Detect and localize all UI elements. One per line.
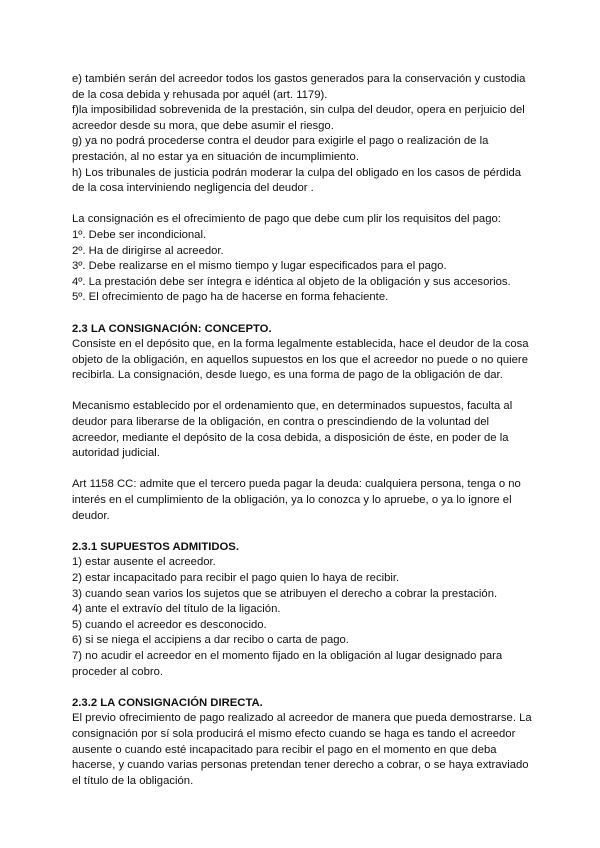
list-item: 3º. Debe realizarse en el mismo tiempo y lugar especificados para el pago. [72, 260, 447, 273]
text-line: El previo ofrecimiento de pago realizado al acreedor de manera que pueda demostrarse. La [72, 712, 532, 725]
text-line: La consignación es el ofrecimiento de pago que debe cum plir los requisitos del pago: [72, 213, 501, 226]
list-item: 5) cuando el acreedor es desconocido. [72, 618, 267, 631]
list-item: 3) cuando sean varios los sujetos que se atribuyen el derecho a cobrar la prestación. [72, 587, 498, 600]
section-heading-directa: 2.3.2 LA CONSIGNACIÓN DIRECTA. [72, 696, 263, 709]
list-item: 2º. Ha de dirigirse al acreedor. [72, 244, 224, 257]
text-line: g) ya no podrá procederse contra el deudor para exigirle el pago o realización de la [72, 135, 489, 148]
section-heading-supuestos: 2.3.1 SUPUESTOS ADMITIDOS. [72, 540, 239, 553]
text-line: consignación por sí sola producirá el mismo efecto cuando se haga es tando el acreedor [72, 727, 516, 740]
concept-paragraph-3 [72, 477, 540, 524]
concept-paragraph-2 [72, 399, 540, 461]
text-line: acreedor desde su mora, que debe asumir el riesgo. [72, 119, 334, 132]
text-line: ausente o cuando esté incapacitado para recibir el pago en el momento en que deba [72, 743, 497, 756]
list-item: 1) estar ausente el acreedor. [72, 556, 216, 569]
text-line: objeto de la obligación, en aquellos supuestos en los que el acreedor no puede o no quiere [72, 353, 528, 366]
text-line: f)la imposibilidad sobrevenida de la prestación, sin culpa del deudor, opera en perjuicio del [72, 104, 525, 117]
text-line: prestación, al no estar ya en situación de incumplimiento. [72, 150, 359, 163]
text-line: e) también serán del acreedor todos los gastos generados para la conservación y custodia [72, 73, 526, 85]
list-item: 4) ante el extravío del título de la ligación. [72, 603, 281, 616]
list-item: proceder al cobro. [72, 665, 164, 678]
list-item: 1º. Debe ser incondicional. [72, 228, 207, 241]
list-item: 4º. La prestación debe ser íntegra e idéntica al objeto de la obligación y sus accesorios. [72, 275, 511, 288]
text-line: de la cosa interviniendo negligencia del deudor . [72, 182, 314, 195]
text-line: acreedor, mediante el depósito de la cosa debida, a disposición de éste, en poder de la [72, 431, 509, 444]
section-heading-concepto: 2.3 LA CONSIGNACIÓN: CONCEPTO. [72, 322, 272, 335]
text-line: Art 1158 CC: admite que el tercero pueda pagar la deuda: cualquiera persona, tenga o no [72, 478, 521, 491]
text-line: deudor. [72, 509, 110, 522]
text-line: h) Los tribunales de justicia podrán moderar la culpa del obligado en los casos de pérdida [72, 166, 522, 179]
list-item: 6) si se niega el accipiens a dar recibo o carta de pago. [72, 634, 349, 647]
text-line: recibirla. La consignación, desde luego, es una forma de pago de la obligación de dar. [72, 369, 503, 382]
directa-paragraph [72, 711, 540, 789]
text-line: el título de la obligación. [72, 774, 194, 787]
requirements-list [72, 212, 540, 306]
text-line: interés en el cumplimiento de la obligación, ya lo conozca y lo apruebe, o ya lo ignore el [72, 494, 512, 507]
supuestos-list [72, 555, 540, 680]
text-line: deudor para liberarse de la obligación, en contra o prescindiendo de la voluntad del [72, 416, 490, 429]
text-line: Consiste en el depósito que, en la forma legalmente establecida, hace el deudor de la cosa [72, 338, 529, 351]
text-line: Mecanismo establecido por el ordenamiento que, en determinados supuestos, faculta al [72, 400, 513, 413]
concept-paragraph-1 [72, 337, 540, 384]
list-item: 5º. El ofrecimiento de pago ha de hacerse en forma fehaciente. [72, 291, 389, 304]
text-line: de la cosa debida y rehusada por aquél (art. 1179). [72, 88, 328, 101]
intro-paragraph [72, 72, 540, 197]
list-item: 2) estar incapacitado para recibir el pago quien lo haya de recibir. [72, 572, 400, 584]
list-item: 7) no acudir el acreedor en el momento fijado en la obligación al lugar designado para [72, 649, 503, 662]
text-line: autoridad judicial. [72, 447, 160, 460]
text-line: hacerse, y cuando varias personas pretendan tener derecho a cobrar, o se haya extraviado [72, 759, 529, 772]
